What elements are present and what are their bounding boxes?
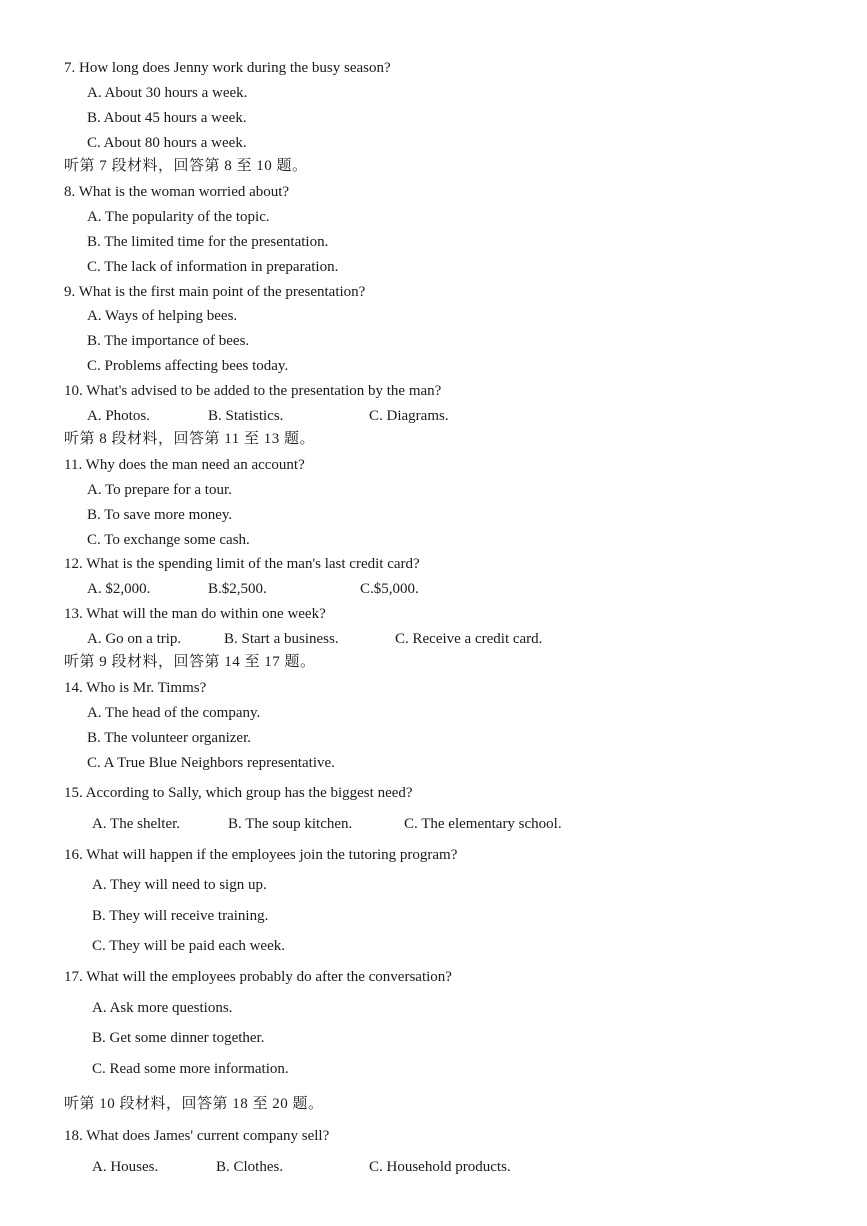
option-17a: A. Ask more questions. xyxy=(92,1000,233,1016)
option-10a: A. Photos. xyxy=(87,408,150,424)
option-15b: B. The soup kitchen. xyxy=(228,816,353,832)
option-9a: A. Ways of helping bees. xyxy=(87,308,238,324)
option-8b: B. The limited time for the presentation. xyxy=(87,234,329,250)
option-12b: B.$2,500. xyxy=(208,581,267,597)
option-10c: C. Diagrams. xyxy=(369,408,449,424)
option-11a: A. To prepare for a tour. xyxy=(87,482,232,498)
question-12: 12. What is the spending limit of the man's last credit card? xyxy=(64,556,420,572)
section-heading-7: 听第 7 段材料，回答第 8 至 10 题。 xyxy=(64,158,308,174)
option-7c: C. About 80 hours a week. xyxy=(87,135,247,151)
option-13a: A. Go on a trip. xyxy=(87,631,182,647)
question-17: 17. What will the employees probably do after the conversation? xyxy=(64,969,452,985)
option-12a: A. $2,000. xyxy=(87,581,151,597)
option-10b: B. Statistics. xyxy=(208,408,284,424)
option-17c: C. Read some more information. xyxy=(92,1061,289,1077)
option-14a: A. The head of the company. xyxy=(87,705,261,721)
question-15: 15. According to Sally, which group has the biggest need? xyxy=(64,785,413,801)
option-7b: B. About 45 hours a week. xyxy=(87,110,247,126)
option-16b: B. They will receive training. xyxy=(92,908,269,924)
option-8c: C. The lack of information in preparation. xyxy=(87,259,339,275)
question-14: 14. Who is Mr. Timms? xyxy=(64,680,207,696)
option-8a: A. The popularity of the topic. xyxy=(87,209,270,225)
option-15c: C. The elementary school. xyxy=(404,816,562,832)
option-14b: B. The volunteer organizer. xyxy=(87,730,251,746)
question-11: 11. Why does the man need an account? xyxy=(64,457,305,473)
option-7a: A. About 30 hours a week. xyxy=(87,85,248,101)
option-9c: C. Problems affecting bees today. xyxy=(87,358,289,374)
option-9b: B. The importance of bees. xyxy=(87,333,250,349)
question-18: 18. What does James' current company sell? xyxy=(64,1128,330,1144)
question-16: 16. What will happen if the employees join the tutoring program? xyxy=(64,847,458,863)
option-15a: A. The shelter. xyxy=(92,816,181,832)
question-7: 7. How long does Jenny work during the busy season? xyxy=(64,60,391,76)
option-13b: B. Start a business. xyxy=(224,631,339,647)
option-18c: C. Household products. xyxy=(369,1159,511,1175)
section-heading-10: 听第 10 段材料，回答第 18 至 20 题。 xyxy=(64,1096,324,1112)
option-18a: A. Houses. xyxy=(92,1159,159,1175)
section-heading-9: 听第 9 段材料，回答第 14 至 17 题。 xyxy=(64,654,316,670)
option-17b: B. Get some dinner together. xyxy=(92,1030,265,1046)
section-heading-8: 听第 8 段材料，回答第 11 至 13 题。 xyxy=(64,431,315,447)
option-14c: C. A True Blue Neighbors representative. xyxy=(87,755,335,771)
option-11b: B. To save more money. xyxy=(87,507,233,523)
question-9: 9. What is the first main point of the presentation? xyxy=(64,284,366,300)
question-13: 13. What will the man do within one week? xyxy=(64,606,326,622)
option-11c: C. To exchange some cash. xyxy=(87,532,250,548)
option-16a: A. They will need to sign up. xyxy=(92,877,267,893)
option-18b: B. Clothes. xyxy=(216,1159,284,1175)
question-10: 10. What's advised to be added to the presentation by the man? xyxy=(64,383,442,399)
option-16c: C. They will be paid each week. xyxy=(92,938,285,954)
option-13c: C. Receive a credit card. xyxy=(395,631,543,647)
option-12c: C.$5,000. xyxy=(360,581,419,597)
question-8: 8. What is the woman worried about? xyxy=(64,184,290,200)
